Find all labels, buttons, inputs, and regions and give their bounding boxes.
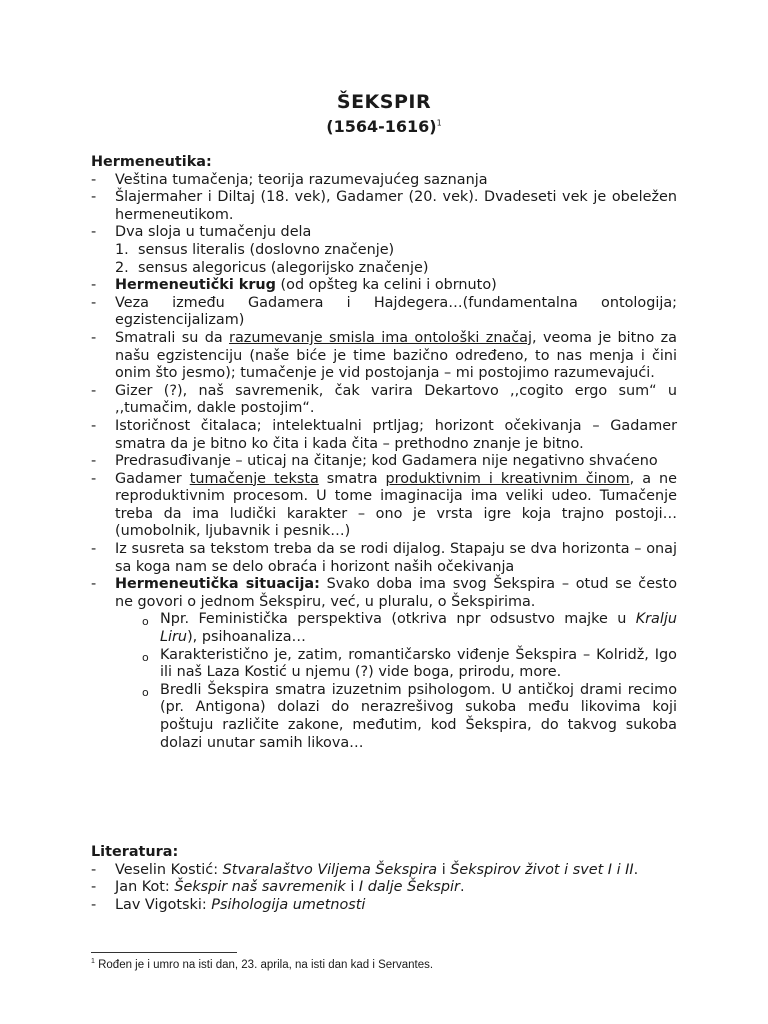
circle-bullet-icon: o	[142, 650, 149, 664]
dash-bullet: -	[91, 896, 97, 913]
item-text: .	[633, 861, 639, 878]
item-number: 1.	[115, 241, 129, 258]
dash-bullet: -	[91, 879, 97, 896]
list-item	[91, 330, 677, 383]
item-text: i	[345, 879, 359, 896]
item-text: Svako doba ima svog Šekspira – otud se često ne govori o jednom Šekspiru, već, u pluralu, o Šekspirima.	[115, 576, 678, 610]
item-text: Lav Vigotski:	[115, 896, 212, 913]
bold-term: Hermeneutička situacija:	[115, 576, 320, 593]
sub-list-item	[91, 682, 677, 752]
literature-item	[91, 897, 677, 915]
numbered-item	[91, 242, 677, 260]
item-text: sensus alegoricus (alegorijsko značenje)	[138, 259, 429, 276]
item-text: ), psihoanaliza…	[187, 629, 306, 646]
literature-item	[91, 879, 677, 897]
dash-bullet: -	[91, 382, 97, 399]
dash-bullet: -	[91, 470, 97, 487]
item-text: Dva sloja u tumačenju dela	[115, 224, 312, 241]
dash-bullet: -	[91, 224, 97, 241]
dash-bullet: -	[91, 171, 97, 188]
item-text: Bredli Šekspira smatra izuzetnim psihologom. U antičkoj drami recimo (pr. Antigona) dolazi do nerazrešivog sukoba među likovima koji poštuju različite zakone, međutim, kod Šekspira, do takvog sukoba dolazi unutar samih likova…	[160, 681, 677, 751]
list-item	[91, 471, 677, 541]
page-subtitle-years	[0, 117, 768, 136]
footnote-text: Rođen je i umro na isti dan, 23. aprila, na isti dan kad i Servantes.	[94, 958, 434, 971]
item-text: (od opšteg ka celini i obrnuto)	[275, 277, 497, 294]
italic-title: Kralju Liru	[160, 611, 677, 646]
literature-item	[91, 862, 677, 880]
dash-bullet: -	[91, 329, 97, 346]
item-text: Gizer (?), naš savremenik, čak varira Dekartovo ,,cogito ergo sum“ u ,,tumačim, dakle postojim“.	[115, 382, 677, 417]
underlined-phrase: tumačenje teksta	[189, 470, 319, 487]
dash-bullet: -	[91, 453, 97, 470]
dash-bullet: -	[91, 277, 97, 294]
italic-title: Šekspirov život i svet I i II	[450, 861, 634, 878]
item-text: i	[437, 861, 451, 878]
item-text: Veza između Gadamera i Hajdegera…(fundamentalna ontologija; egzistencijalizam)	[115, 294, 677, 329]
item-text: Predrasuđivanje – uticaj na čitanje; kod Gadamera nije negativno shvaćeno	[115, 453, 658, 470]
footnote-reference[interactable]: 1	[436, 118, 442, 128]
italic-title: I dalje Šekspir	[358, 879, 460, 896]
item-text: Jan Kot:	[115, 879, 175, 896]
list-item	[91, 453, 677, 471]
underlined-phrase: produktivnim i kreativnim činom	[385, 470, 630, 487]
footnote-mark: 1	[91, 958, 95, 965]
footnote-separator	[91, 952, 237, 953]
literature-section	[91, 844, 677, 914]
page-title: ŠEKSPIR	[336, 91, 432, 113]
section-heading-hermeneutics: Hermeneutika:	[91, 154, 212, 170]
item-text: Npr. Feministička perspektiva (otkriva npr odsustvo majke u	[160, 611, 636, 628]
dash-bullet: -	[91, 861, 97, 878]
bold-term: Hermeneutički krug	[115, 277, 276, 294]
item-text: Veselin Kostić:	[115, 861, 223, 878]
circle-bullet-icon: o	[142, 615, 149, 629]
item-text: sensus literalis (doslovno značenje)	[138, 241, 395, 258]
footnote	[91, 958, 433, 971]
list-item	[91, 189, 677, 224]
sub-list-item	[91, 611, 677, 646]
item-text: Karakteristično je, zatim, romantičarsko viđenje Šekspira – Kolridž, Igo ili naš Laza Kostić u njemu (?) vide boga, prirodu, more.	[160, 646, 677, 681]
italic-title: Šekspir naš savremenik	[174, 879, 346, 896]
years-text: (1564-1616)	[326, 117, 437, 136]
circle-bullet-icon: o	[142, 685, 149, 699]
item-text: Iz susreta sa tekstom treba da se rodi dijalog. Stapaju se dva horizonta – onaj sa koga nam se delo obraća i horizont naših očekivanja	[115, 541, 677, 575]
item-text: , a ne reproduktivnim procesom. U tome imaginacija ima veliki udeo. Tumačenje treba da ima ludički karakter – ono je vrsta igre koja trajno postoji…(umobolnik, ljubavnik i pesnik…)	[115, 470, 677, 540]
item-text: Šlajermaher i Diltaj (18. vek), Gadamer (20. vek). Dvadeseti vek je obeležen hermeneutikom.	[115, 189, 677, 223]
numbered-item	[91, 260, 677, 278]
list-item	[91, 172, 677, 190]
dash-bullet: -	[91, 576, 97, 593]
list-item	[91, 576, 677, 611]
hermeneutics-section	[91, 154, 677, 752]
list-item	[91, 224, 677, 242]
item-number: 2.	[115, 259, 129, 276]
item-text: Istoričnost čitalaca; intelektualni prtljag; horizont očekivanja – Gadamer smatra da je bitno ko čita i kada čita – prethodno znanje je bitno.	[115, 417, 677, 452]
italic-title: Psihologija umetnosti	[211, 896, 366, 913]
list-item	[91, 541, 677, 576]
dash-bullet: -	[91, 417, 97, 434]
italic-title: Stvaralaštvo Viljema Šekspira	[222, 861, 438, 878]
item-text: .	[459, 879, 465, 896]
list-item	[91, 295, 677, 330]
list-item	[91, 418, 677, 453]
dash-bullet: -	[91, 541, 97, 558]
underlined-phrase: razumevanje smisla ima ontološki značaj	[229, 329, 532, 346]
item-text: Veština tumačenja; teorija razumevajućeg saznanja	[115, 171, 488, 188]
list-item	[91, 383, 677, 418]
sub-list-item	[91, 647, 677, 682]
item-text: smatra	[318, 470, 386, 487]
item-text: Smatrali su da	[115, 329, 230, 346]
section-heading-literature: Literatura:	[91, 844, 179, 860]
list-item	[91, 277, 677, 295]
dash-bullet: -	[91, 294, 97, 311]
item-text: , veoma je bitno za našu egzistenciju (naše biće je time bazično određeno, to nas menja i čini onim što jesmo); tumačenje je vid postojanja – mi postojimo razumevajući.	[115, 329, 677, 382]
item-text: Gadamer	[115, 470, 190, 487]
dash-bullet: -	[91, 189, 97, 206]
